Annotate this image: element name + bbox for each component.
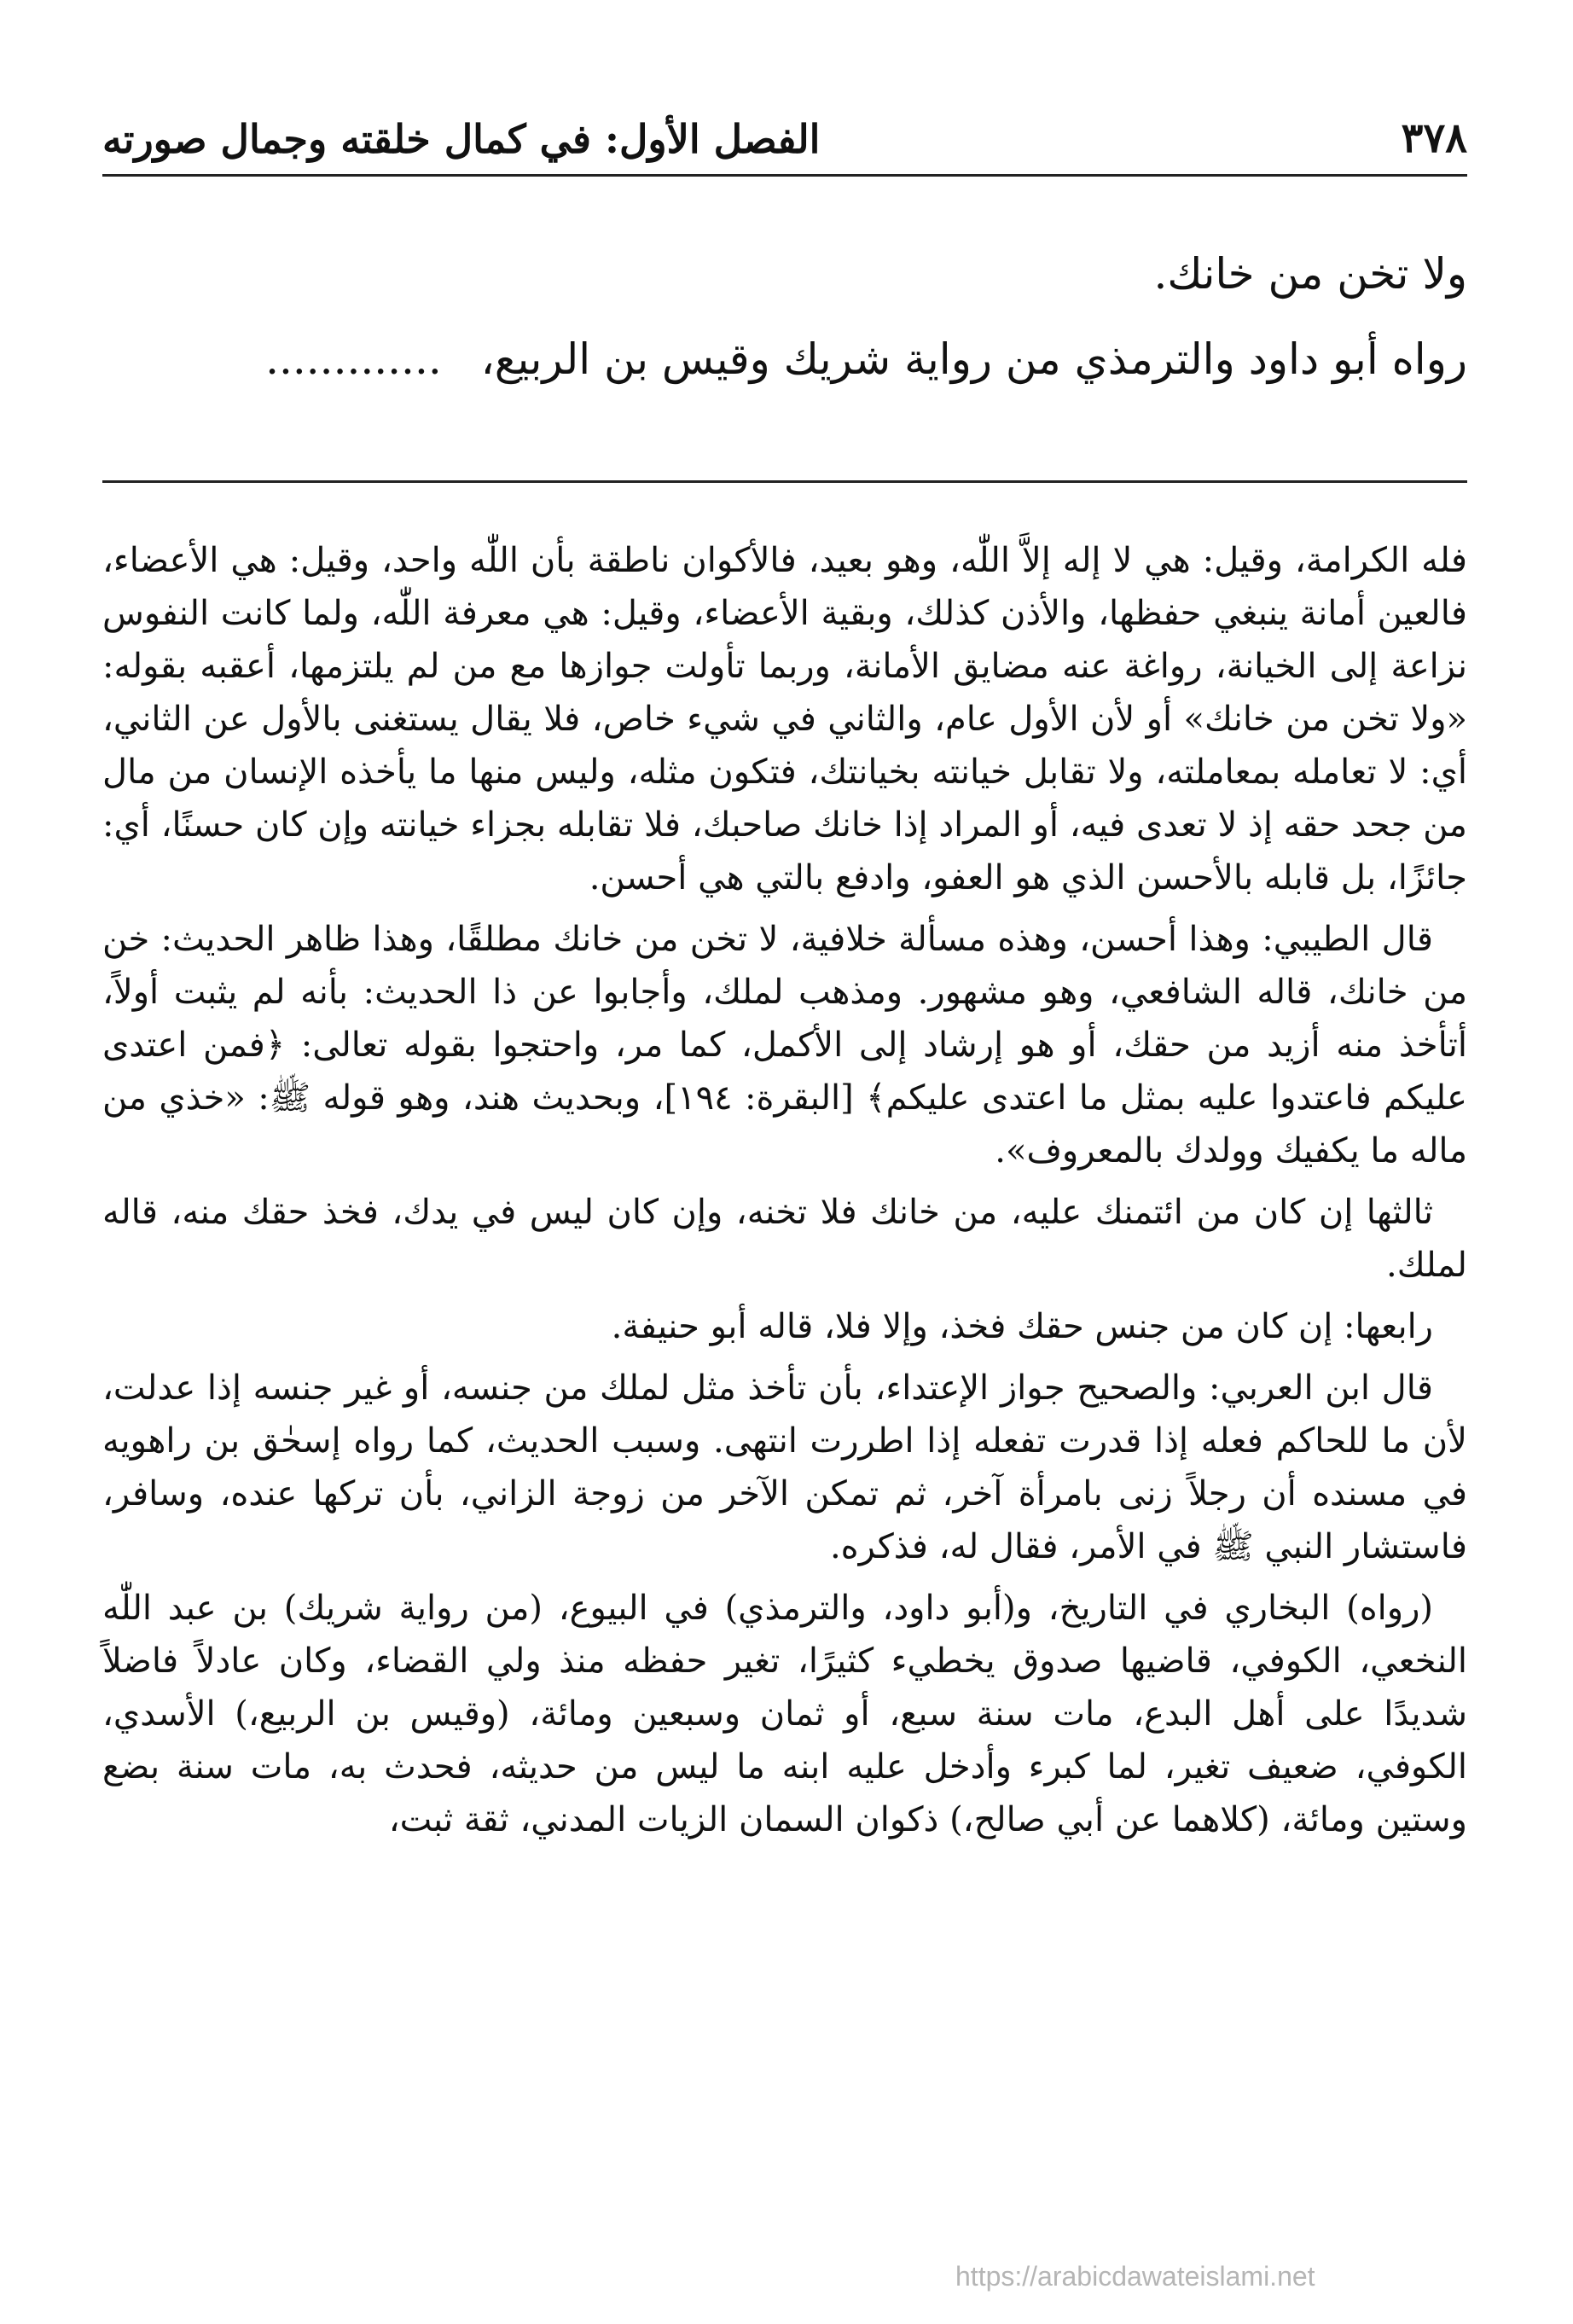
hadith-line-2 [102,317,1467,402]
page-header [102,94,1467,162]
commentary-paragraph-3: ثالثها إن كان من ائتمنك عليه، من خانك فلا تخنه، وإن كان ليس في يدك، فخذ حقك منه، قاله لملك. [102,1193,1467,1285]
chapter-title: الفصل الأول: في كمال خلقته وجمال صورته [102,116,821,162]
section-divider [102,480,1467,483]
hadith-line-1: ولا تخن من خانك. [1153,249,1467,299]
book-page [102,94,1467,1855]
hadith-line-2-text: رواه أبو داود والترمذي من رواية شريك وقيس بن الربيع، [480,334,1467,384]
commentary-paragraph-5: قال ابن العربي: والصحيح جواز الإعتداء، بأن تأخذ مثل لملك من جنسه، أو غير جنسه إذا عدلت، لأن ما للحاكم فعله إذا قدرت تفعله إذا اطررت انتهى. وسبب الحديث، كما رواه إسحٰق بن راهويه في مسنده أن رجلاً زنى بامرأة آخر، ثم تمكن الآخر من زوجة الزاني، بأن تركها عنده، وسافر، فاستشار النبي ﷺ في الأمر، فقال له، فذكره. [102,1368,1467,1566]
commentary-paragraph-6: (رواه) البخاري في التاريخ، و(أبو داود، والترمذي) في البيوع، (من رواية شريك) بن عبد اللّٰه النخعي، الكوفي، قاضيها صدوق يخطيء كثيرًا، تغير حفظه منذ ولي القضاء، وكان عادلاً فاضلاً شديدًا على أهل البدع، مات سنة سبع، أو ثمان وسبعين ومائة، (وقيس بن الربيع،) الأسدي، الكوفي، ضعيف تغير، لما كبرء وأدخل عليه ابنه ما ليس من حديثه، فحدث به، مات سنة بضع وستين ومائة، (كلاهما عن أبي صالح،) ذكوان السمان الزيات المدني، ثقة ثبت، [102,1589,1467,1839]
hadith-text [102,231,1467,402]
hadith-dots: ............. [265,334,442,384]
commentary-paragraph-4: رابعها: إن كان من جنس حقك فخذ، وإلا فلا، قاله أبو حنيفة. [611,1307,1433,1346]
page-number: ٣٧٨ [1401,114,1467,162]
commentary-body [102,534,1467,1846]
commentary-paragraph-1: فله الكرامة، وقيل: هي لا إله إلاَّ اللّٰه، وهو بعيد، فالأكوان ناطقة بأن اللّٰه واحد، وقيل: هي الأعضاء، فالعين أمانة ينبغي حفظها، والأذن كذلك، وبقية الأعضاء، وقيل: هي معرفة اللّٰه، ولما كانت النفوس نزاعة إلى الخيانة، رواغة عنه مضايق الأمانة، وربما تأولت جوازها مع من لم يلتزمها، أعقبه بقوله: «ولا تخن من خانك» أو لأن الأول عام، والثاني في شيء خاص، فلا يقال يستغنى بالأول عن الثاني، أي: لا تعامله بمعاملته، ولا تقابل خيانته بخيانتك، فتكون مثله، وليس منها ما يأخذه الإنسان من مال من جحد حقه إذ لا تعدى فيه، أو المراد إذا خانك صاحبك، فلا تقابله بجزاء خيانته وإن كان حسنًا، أي: جائزًا، بل قابله بالأحسن الذي هو العفو، وادفع بالتي هي أحسن. [102,541,1467,898]
watermark-url: https://arabicdawateislami.net [955,2261,1315,2292]
commentary-paragraph-2: قال الطيبي: وهذا أحسن، وهذه مسألة خلافية، لا تخن من خانك مطلقًا، وهذا ظاهر الحديث: خن من خانك، قاله الشافعي، وهو مشهور. ومذهب لملك، وأجابوا عن ذا الحديث: بأنه لم يثبت أولاً، أتأخذ منه أزيد من حقك، أو هو إرشاد إلى الأكمل، كما مر، واحتجوا بقوله تعالى: ﴿فمن اعتدى عليكم فاعتدوا عليه بمثل ما اعتدى عليكم﴾ [البقرة: ١٩٤]، وبحديث هند، وهو قوله ﷺ: «خذي من ماله ما يكفيك وولدك بالمعروف». [102,920,1468,1171]
header-divider [102,174,1467,177]
